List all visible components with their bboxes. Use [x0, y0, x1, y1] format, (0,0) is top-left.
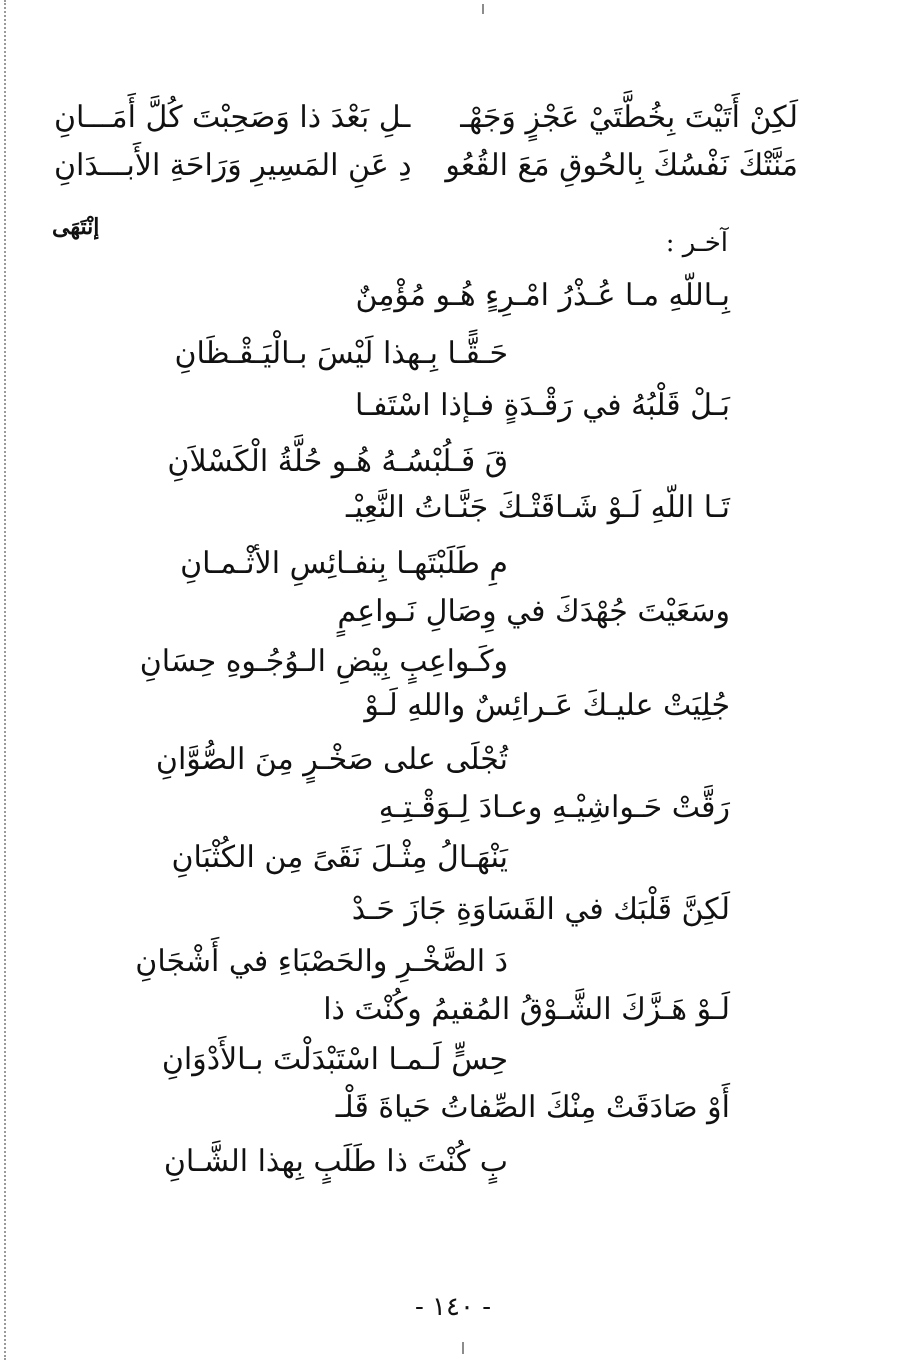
- scan-mark-top: [482, 4, 484, 14]
- top-verse-1-first-hemistich: لَكِنْ أَتَيْتَ بِخُطَّتَيْ عَجْزٍ وَجَهْـ: [460, 100, 798, 135]
- poem-line-13: لَكِنَّ قَلْبَك في القَسَاوَةِ جَازَ حَـدْ: [351, 892, 730, 927]
- poem-line-12: يَنْهَـالُ مِثْـلَ نَقَىً مِن الكُثْبَانِ: [171, 840, 508, 875]
- end-note: إنْتَهَى: [52, 214, 100, 240]
- poem-line-5: تَـا اللّهِ لَـوْ شَـاقَتْـكَ جَنَّـاتُ النَّعِيْـ: [345, 490, 730, 525]
- poem-line-15: لَـوْ هَـزَّكَ الشَّـوْقُ المُقيمُ وكُنْتَ ذا: [323, 992, 730, 1027]
- poem-line-4: قَ فَـلُبْسُـهُ هُـو حُلَّةُ الْكَسْلاَنِ: [167, 444, 508, 479]
- poem-line-9: جُلِيَتْ عليـكَ عَـرائِسٌ واللهِ لَـوْ: [364, 688, 730, 723]
- poem-line-7: وسَعَيْتَ جُهْدَكَ في وِصَالِ نَـواعِمٍ: [337, 594, 730, 629]
- poem-line-11: رَقَّتْ حَـواشِيْـهِ وعـادَ لِـوَقْـتِـهِ: [378, 790, 730, 825]
- poem-line-2: حَـقًّـا بِـهذا لَيْسَ بـالْيَـقْـظَانِ: [174, 336, 508, 371]
- top-verse-2-second-hemistich: دِ عَنِ المَسِيرِ وَرَاحَةِ الأَبـــدَانِ: [54, 148, 412, 183]
- top-verse-1-second-hemistich: ـلِ بَعْدَ ذا وَصَحِبْتَ كُلَّ أَمَـــانِ: [54, 100, 411, 135]
- section-heading: آخـر :: [665, 228, 728, 258]
- poem-line-8: وكَـواعِبٍ بِيْضِ الـوُجُـوهِ حِسَانِ: [139, 644, 508, 679]
- poem-line-17: أَوْ صَادَقَتْ مِنْكَ الصِّفاتُ حَياةَ قَلْـ: [335, 1090, 730, 1125]
- top-verse-2-first-hemistich: مَنَّتْكَ نَفْسُكَ بِالحُوقِ مَعَ القُعُو: [445, 148, 798, 183]
- poem-line-10: تُجْلَى على صَخْـرٍ مِنَ الصُّوَّانِ: [155, 742, 508, 777]
- poem-line-3: بَـلْ قَلْبُهُ في رَقْـدَةٍ فـإذا اسْتَفـا: [355, 388, 730, 423]
- poem-line-14: دَ الصَّخْـرِ والحَصْبَاءِ في أَشْجَانِ: [135, 944, 508, 979]
- poem-line-18: بٍ كُنْتَ ذا طَلَبٍ بِهذا الشَّـانِ: [163, 1144, 508, 1179]
- scan-margin-line: [4, 0, 6, 1360]
- poem-line-16: حِسٍّ لَـمـا اسْتَبْدَلْتَ بـالأَدْوَانِ: [161, 1042, 508, 1077]
- page-number: - ١٤٠ -: [414, 1292, 492, 1322]
- poem-line-6: مِ طَلَبْتَهـا بِنفـائِسِ الأثْـمـانِ: [180, 546, 508, 581]
- poem-line-1: بِـاللّهِ مـا عُـذْرُ امْـرِءٍ هُـو مُؤْمِنٌ: [355, 278, 730, 313]
- scan-mark-bottom: [462, 1342, 464, 1354]
